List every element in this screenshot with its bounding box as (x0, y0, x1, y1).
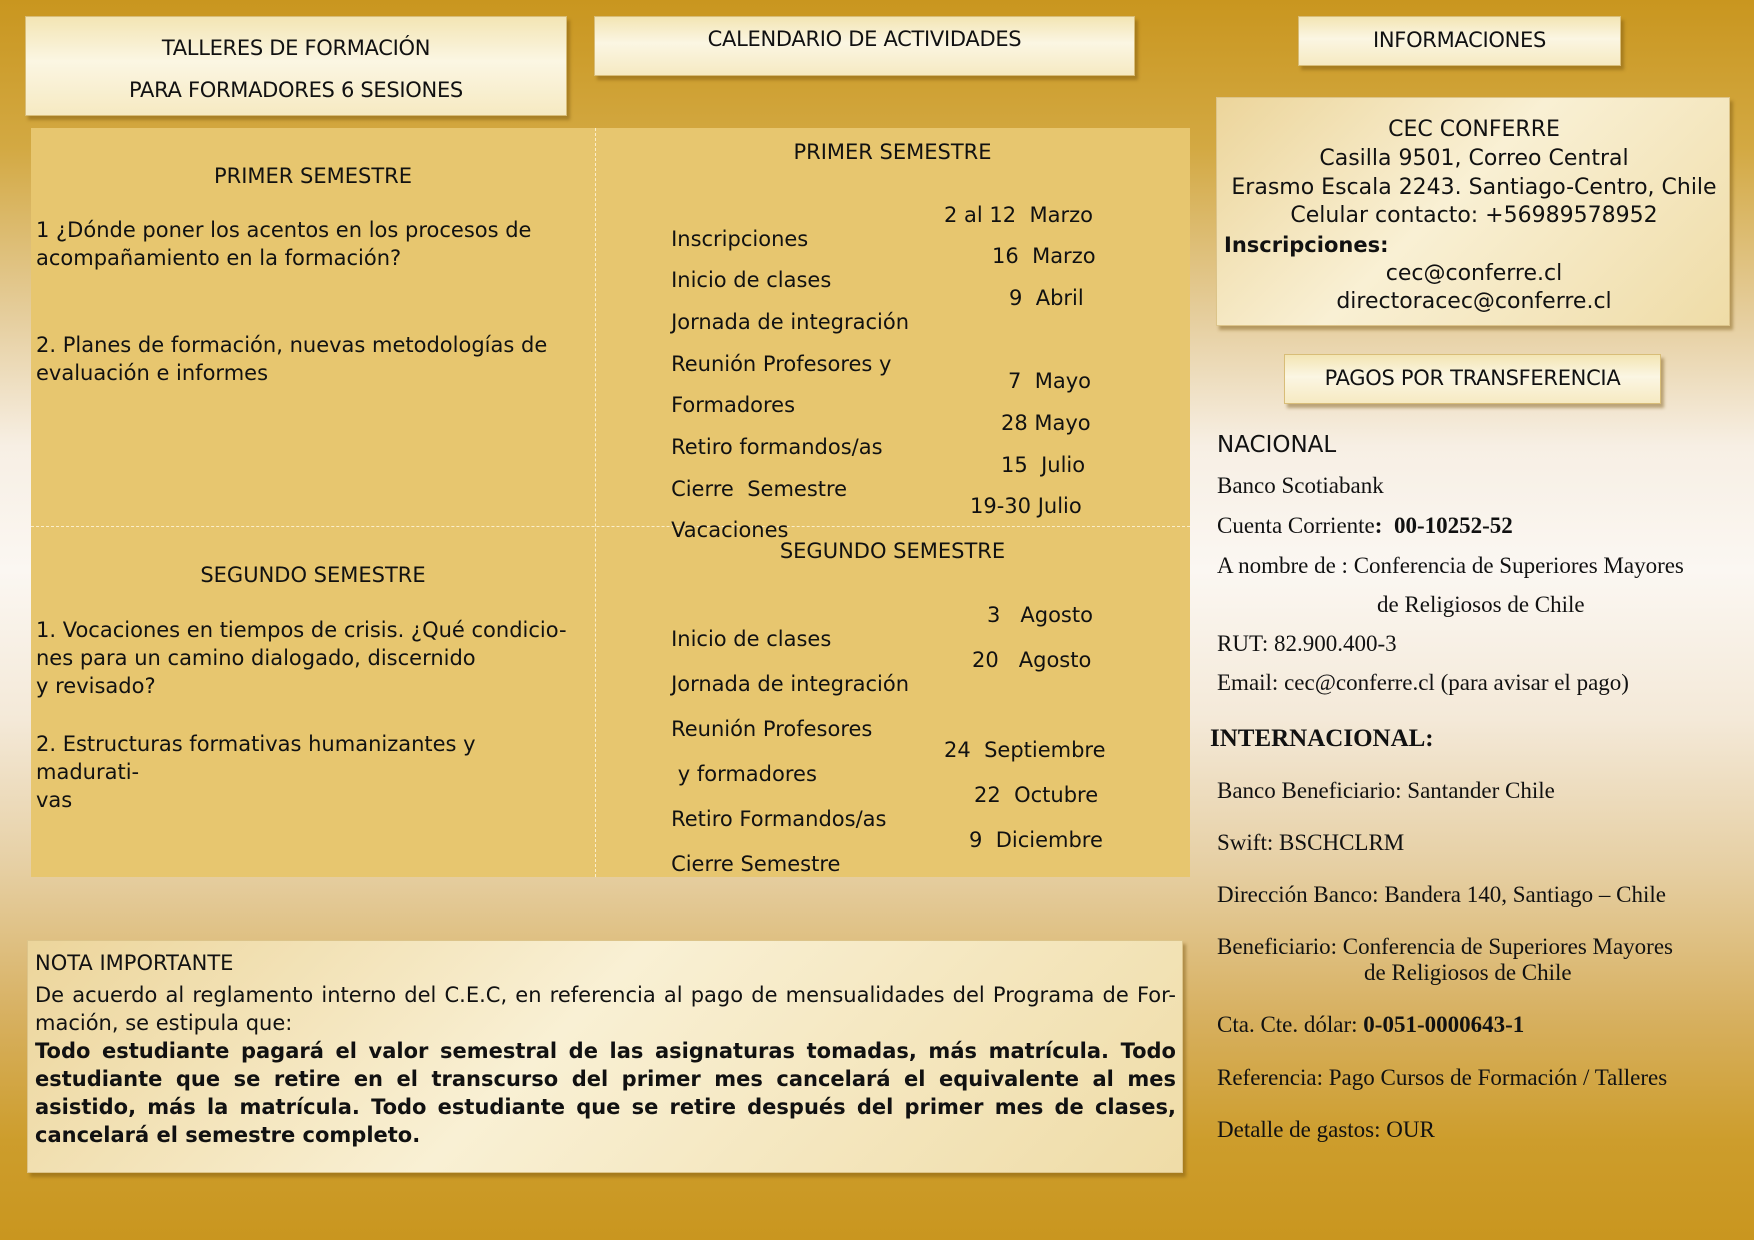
informaciones-title: INFORMACIONES (1372, 28, 1546, 52)
nacional-banco: Banco Scotiabank (1217, 473, 1384, 498)
calendario-segundo-date: 3 Agosto (987, 603, 1093, 627)
calendario-activity: Inicio de clases (671, 268, 832, 292)
calendario-activity: Inicio de clases (671, 627, 832, 651)
internacional-banco: Banco Beneficiario: Santander Chile (1217, 778, 1555, 803)
calendario-activity: Reunión Profesores y (671, 352, 892, 376)
talleres-primer-item-2: 2. Planes de formación, nuevas metodologías de evaluación e informes (36, 333, 548, 385)
nacional-rut: RUT: 82.900.400-3 (1217, 631, 1397, 656)
internacional-detalle: Detalle de gastos: OUR (1217, 1117, 1435, 1142)
pagos-tab (1284, 354, 1661, 404)
talleres-segundo-item-2 (36, 730, 581, 814)
contact-phone: Celular contacto: +56989578952 (1290, 203, 1658, 228)
internacional-cta-label: Cta. Cte. dólar: (1217, 1012, 1364, 1037)
nota-heading: NOTA IMPORTANTE (35, 951, 234, 975)
nacional-heading: NACIONAL (1217, 432, 1337, 458)
nacional-nombre-line1: A nombre de : Conferencia de Superiores Mayores (1217, 553, 1684, 578)
nacional-cuenta: Cuenta Corriente: 00-10252-52 (1217, 513, 1513, 538)
internacional-referencia: Referencia: Pago Cursos de Formación / Talleres (1217, 1065, 1668, 1090)
contact-email-2[interactable]: directoracec@conferre.cl (1336, 289, 1612, 314)
calendario-segundo-heading: SEGUNDO SEMESTRE (779, 539, 1006, 563)
talleres-segundo-heading: SEGUNDO SEMESTRE (200, 563, 426, 587)
talleres-segundo-item-1-line: y revisado? (36, 674, 156, 698)
calendario-activity: Retiro Formandos/as (671, 807, 887, 831)
internacional-cta-number: 0-051-0000643-1 (1363, 1012, 1525, 1037)
calendario-primer-date: 19-30 Julio (970, 494, 1082, 518)
talleres-segundo-item-1-line: 1. Vocaciones en tiempos de crisis. ¿Qué condicio- (36, 618, 567, 642)
calendario-activity: Cierre Semestre (671, 477, 848, 501)
calendario-primer-date: 7 Mayo (1008, 369, 1091, 393)
talleres-segundo-item-2-line: vas (36, 788, 73, 812)
calendario-segundo-date: 22 Octubre (974, 783, 1099, 807)
nacional-nombre-line2: de Religiosos de Chile (1377, 592, 1585, 617)
calendario-primer-heading: PRIMER SEMESTRE (793, 140, 992, 164)
talleres-segundo-item-1 (36, 616, 581, 700)
talleres-title-line2: PARA FORMADORES 6 SESIONES (129, 78, 463, 102)
contact-email-1[interactable]: cec@conferre.cl (1385, 261, 1563, 286)
calendario-primer-date: 9 Abril (1009, 286, 1084, 310)
contact-org-name: CEC CONFERRE (1388, 117, 1560, 142)
talleres-title-line1: TALLERES DE FORMACIÓN (161, 36, 431, 60)
calendario-activity: Jornada de integración (671, 310, 910, 334)
internacional-heading: INTERNACIONAL: (1210, 725, 1434, 752)
grid-horizontal-divider (31, 526, 1190, 527)
calendario-activity: Vacaciones (671, 518, 789, 542)
calendario-activity: Formadores (671, 393, 796, 417)
calendario-activity: Cierre Semestre (671, 852, 841, 876)
calendario-primer-date: 15 Julio (1001, 453, 1086, 477)
calendario-primer-date: 28 Mayo (1001, 411, 1091, 435)
contact-address-line1: Casilla 9501, Correo Central (1319, 146, 1629, 171)
calendario-tab (594, 16, 1135, 76)
calendario-segundo-date: 9 Diciembre (969, 828, 1103, 852)
talleres-tab (25, 16, 567, 116)
nacional-cuenta-number: 00-10252-52 (1393, 513, 1513, 538)
contact-address-line2: Erasmo Escala 2243. Santiago-Centro, Chile (1231, 175, 1717, 200)
calendario-primer-date: 2 al 12 Marzo (944, 203, 1093, 227)
internacional-beneficiario-line1: Beneficiario: Conferencia de Superiores Mayores (1217, 934, 1673, 959)
calendario-segundo-date: 20 Agosto (972, 648, 1092, 672)
program-grid (31, 128, 1190, 877)
contact-inscripciones-label: Inscripciones: (1224, 233, 1389, 257)
informaciones-tab (1298, 16, 1621, 66)
nota-importante-panel (27, 940, 1183, 1173)
internacional-swift: Swift: BSCHCLRM (1217, 830, 1405, 855)
internacional-cta (1217, 1012, 1524, 1038)
talleres-segundo-item-2-line: 2. Estructuras formativas humanizantes y madurati- (36, 732, 476, 784)
calendario-activity: Retiro formandos/as (671, 435, 883, 459)
calendario-title: CALENDARIO DE ACTIVIDADES (707, 27, 1022, 51)
nacional-cuenta-label: Cuenta Corriente (1217, 513, 1375, 538)
pagos-title: PAGOS POR TRANSFERENCIA (1324, 366, 1621, 390)
calendario-activity: y formadores (671, 762, 817, 786)
internacional-beneficiario-line2: de Religiosos de Chile (1364, 960, 1572, 985)
calendario-segundo-row (631, 828, 840, 900)
nota-intro: De acuerdo al reglamento interno del C.E.C, en referencia al pago de mensualidades del Programa de For-mación, se estipula que: (35, 983, 1176, 1035)
calendario-segundo-date: 24 Septiembre (944, 738, 1106, 762)
calendario-activity: Inscripciones (671, 227, 809, 251)
nacional-email: Email: cec@conferre.cl (para avisar el pago) (1217, 670, 1629, 695)
calendario-activity: Jornada de integración (671, 672, 910, 696)
nota-bold-text: Todo estudiante pagará el valor semestral de las asignaturas tomadas, más matrícula. Todo estudiante que se retire en el transcurso del primer mes cancelará el equivalente al mes asistido, más la matrícula. Todo estudiante que se retire después del primer mes de clases, cancelará el semestre completo. (35, 1039, 1176, 1147)
contact-info-panel (1216, 97, 1730, 326)
calendario-primer-date: 16 Marzo (992, 244, 1096, 268)
internacional-direccion: Dirección Banco: Bandera 140, Santiago – Chile (1217, 882, 1667, 907)
grid-vertical-divider (595, 128, 596, 877)
talleres-segundo-item-1-line: nes para un camino dialogado, discernido (36, 646, 476, 670)
calendario-activity: Reunión Profesores (671, 717, 873, 741)
talleres-primer-heading: PRIMER SEMESTRE (213, 164, 413, 188)
talleres-primer-item-1: 1 ¿Dónde poner los acentos en los procesos de acompañamiento en la formación? (36, 218, 532, 270)
